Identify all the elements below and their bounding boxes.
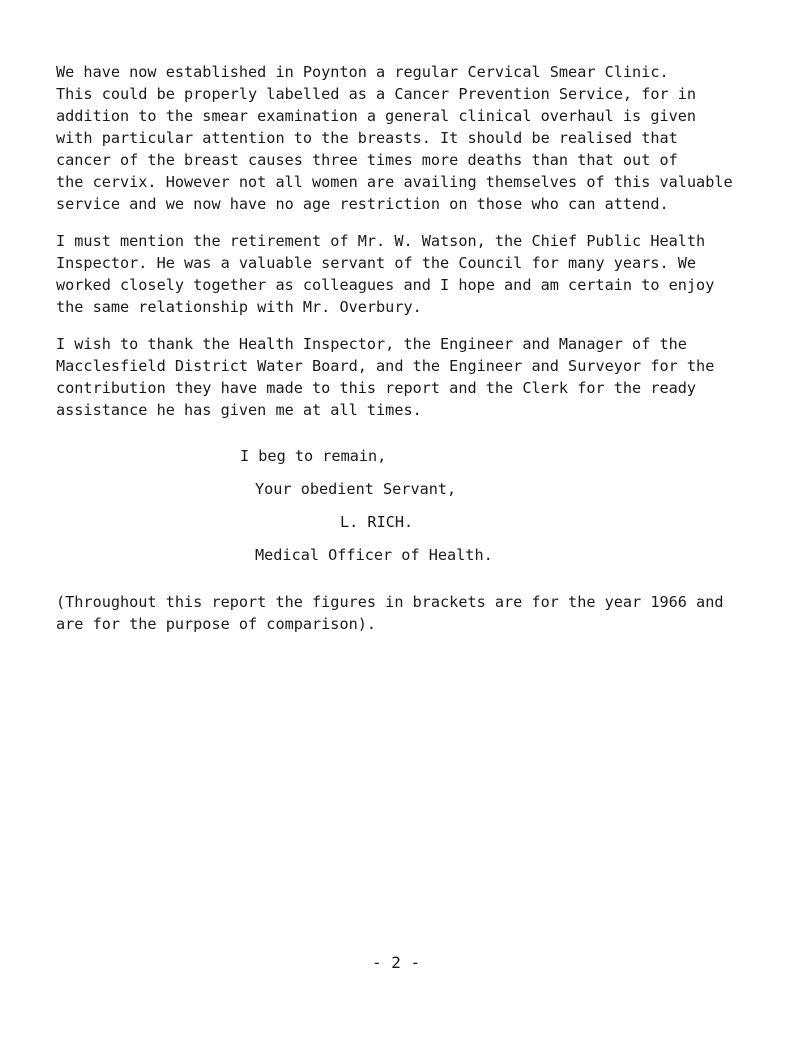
paragraph-2-line-3: worked closely together as colleagues and I hope and am certain to enjoy — [56, 276, 715, 294]
paragraph-1-line-1: We have now established in Poynton a regular Cervical Smear Clinic. — [56, 63, 669, 81]
paragraph-2-line-1: I must mention the retirement of Mr. W. Watson, the Chief Public Health — [56, 232, 706, 250]
paragraph-1-line-4: with particular attention to the breasts. It should be realised that — [56, 129, 678, 147]
paragraph-1-line-7: service and we now have no age restriction on those who can attend. — [56, 195, 669, 213]
note-line-2: are for the purpose of comparison). — [56, 615, 377, 633]
paragraph-3-line-3: contribution they have made to this report and the Clerk for the ready — [56, 379, 697, 397]
signature-title: Medical Officer of Health. — [255, 546, 493, 564]
paragraph-1-line-6: the cervix. However not all women are availing themselves of this valuable — [56, 173, 733, 191]
page-number: - 2 - — [372, 953, 421, 972]
signature-closing: I beg to remain, — [240, 447, 387, 465]
signature-salutation: Your obedient Servant, — [255, 480, 457, 498]
paragraph-1-line-3: addition to the smear examination a general clinical overhaul is given — [56, 107, 697, 125]
paragraph-3-line-4: assistance he has given me at all times. — [56, 401, 422, 419]
paragraph-3-line-1: I wish to thank the Health Inspector, the Engineer and Manager of the — [56, 335, 687, 353]
paragraph-1-line-2: This could be properly labelled as a Cancer Prevention Service, for in — [56, 85, 697, 103]
paragraph-1-line-5: cancer of the breast causes three times more deaths than that out of — [56, 151, 678, 169]
note-line-1: (Throughout this report the figures in brackets are for the year 1966 and — [56, 593, 724, 611]
signature-name: L. RICH. — [340, 513, 414, 531]
paragraph-2-line-2: Inspector. He was a valuable servant of the Council for many years. We — [56, 254, 697, 272]
paragraph-3-line-2: Macclesfield District Water Board, and the Engineer and Surveyor for the — [56, 357, 715, 375]
paragraph-2-line-4: the same relationship with Mr. Overbury. — [56, 298, 422, 316]
